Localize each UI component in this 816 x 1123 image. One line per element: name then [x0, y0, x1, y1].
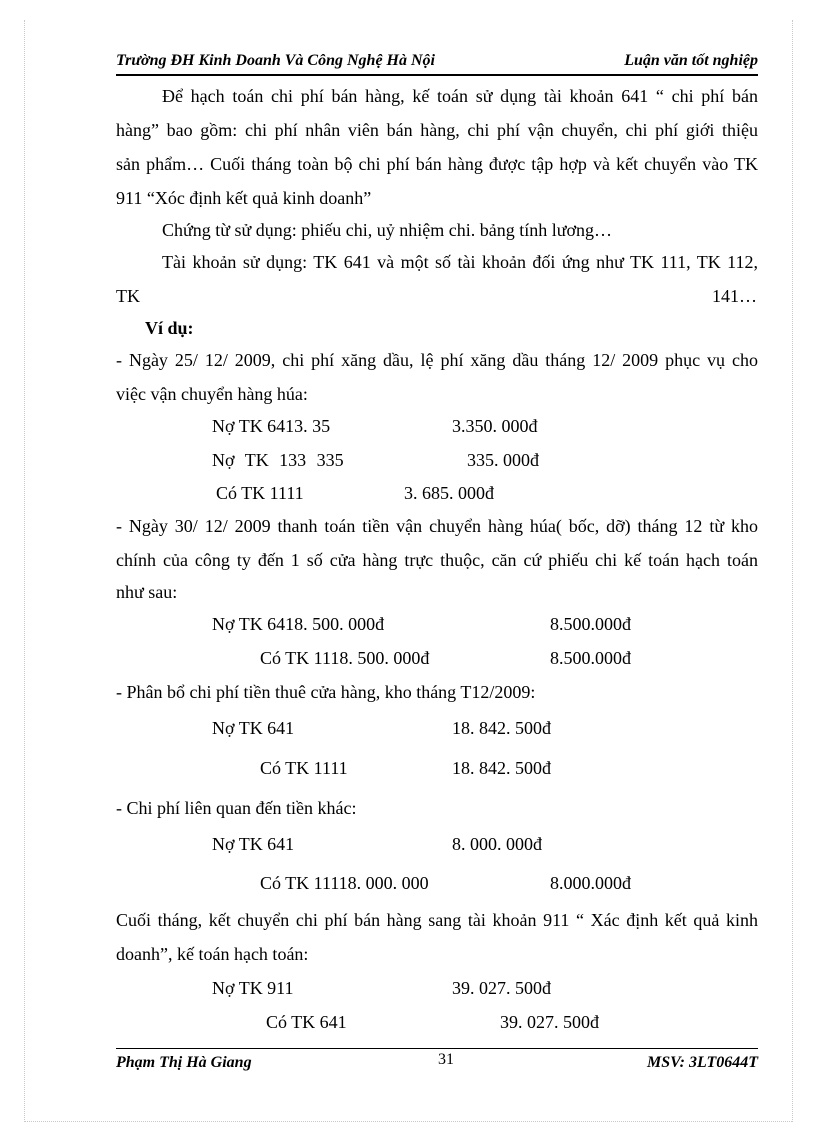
paragraph-line: việc vận chuyển hàng húa: — [116, 384, 308, 404]
journal-credit-account: Có TK 1111 — [260, 758, 348, 778]
footer-page-number: 31 — [438, 1051, 454, 1068]
page-margin-right — [792, 20, 793, 1122]
journal-debit-account: Nợ TK 6413. 35 — [212, 416, 331, 436]
paragraph-line: - Ngày 25/ 12/ 2009, chi phí xăng dầu, lệ phí xăng dầu tháng 12/ 2009 phục vụ cho — [116, 350, 758, 370]
paragraph-line: hàng” bao gồm: chi phí nhân viên bán hàng, chi phí vận chuyển, chi phí giới thiệu — [116, 120, 758, 140]
journal-credit-account: Có TK 641 — [266, 1012, 347, 1032]
journal-debit-amount: 3.350. 000đ — [452, 416, 538, 436]
example-heading: Ví dụ: — [145, 318, 194, 338]
paragraph-line: Chứng từ sử dụng: phiếu chi, uỷ nhiệm chi. bảng tính lương… — [162, 220, 613, 240]
journal-credit-account: Có TK 1118. 500. 000đ — [260, 648, 430, 668]
paragraph-line: - Phân bổ chi phí tiền thuê cửa hàng, kho tháng T12/2009: — [116, 682, 536, 702]
paragraph-line: 911 “Xóc định kết quả kinh doanh” — [116, 188, 372, 208]
page-footer — [116, 1048, 758, 1075]
header-school-name: Trường ĐH Kinh Doanh Và Công Nghệ Hà Nội — [116, 52, 435, 69]
paragraph-line: Tài khoản sử dụng: TK 641 và một số tài khoản đối ứng như TK 111, TK 112, — [162, 252, 758, 272]
paragraph-line: Cuối tháng, kết chuyển chi phí bán hàng sang tài khoản 911 “ Xác định kết quả kinh — [116, 910, 758, 930]
journal-credit-amount: 3. 685. 000đ — [404, 483, 494, 503]
page-margin-left — [24, 20, 25, 1122]
paragraph-line: - Ngày 30/ 12/ 2009 thanh toán tiền vận chuyển hàng húa( bốc, dỡ) tháng 12 từ kho — [116, 516, 758, 536]
journal-debit-account: Nợ TK 641 — [212, 718, 295, 738]
paragraph-line: chính của công ty đến 1 số cửa hàng trực thuộc, căn cứ phiếu chi kế toán hạch toán — [116, 550, 758, 570]
paragraph-line: 141… — [712, 286, 757, 306]
journal-debit-amount: 335. 000đ — [467, 450, 539, 470]
journal-credit-account: Có TK 11118. 000. 000 — [260, 873, 429, 893]
paragraph-line: Để hạch toán chi phí bán hàng, kế toán sử dụng tài khoản 641 “ chi phí bán — [162, 86, 758, 106]
journal-credit-amount: 39. 027. 500đ — [500, 1012, 599, 1032]
page-header — [116, 50, 758, 76]
journal-debit-account: Nợ TK 6418. 500. 000đ — [212, 614, 385, 634]
journal-debit-amount: 18. 842. 500đ — [452, 718, 551, 738]
journal-credit-account: Có TK 1111 — [216, 483, 304, 503]
journal-credit-amount: 18. 842. 500đ — [452, 758, 551, 778]
paragraph-line: sản phẩm… Cuối tháng toàn bộ chi phí bán hàng được tập hợp và kết chuyển vào TK — [116, 154, 758, 174]
footer-student-id: MSV: 3LT0644T — [647, 1054, 758, 1071]
journal-debit-amount: 8.500.000đ — [550, 614, 631, 634]
paragraph-line: - Chi phí liên quan đến tiền khác: — [116, 798, 357, 818]
journal-debit-amount: 8. 000. 000đ — [452, 834, 542, 854]
journal-credit-amount: 8.500.000đ — [550, 648, 631, 668]
journal-debit-amount: 39. 027. 500đ — [452, 978, 551, 998]
journal-debit-account: Nợ TK 133 335 — [212, 450, 344, 470]
journal-credit-amount: 8.000.000đ — [550, 873, 631, 893]
journal-debit-account: Nợ TK 641 — [212, 834, 295, 854]
paragraph-line: TK — [116, 286, 140, 306]
page-margin-bottom — [24, 1121, 792, 1122]
header-document-type: Luận văn tốt nghiệp — [624, 52, 758, 69]
footer-author: Phạm Thị Hà Giang — [116, 1054, 252, 1071]
journal-debit-account: Nợ TK 911 — [212, 978, 294, 998]
paragraph-line: như sau: — [116, 582, 178, 602]
paragraph-line: doanh”, kế toán hạch toán: — [116, 944, 309, 964]
